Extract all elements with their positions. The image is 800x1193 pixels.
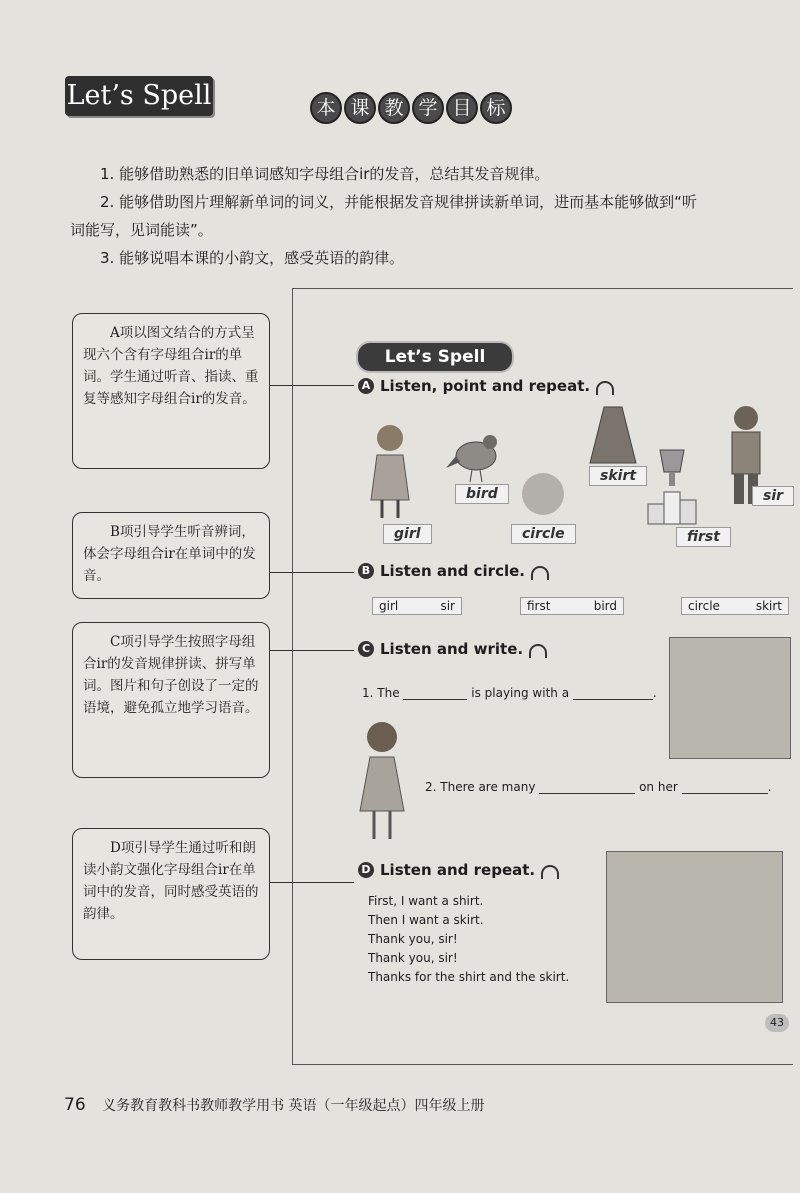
goal-title-char: 目 [446, 92, 478, 124]
textbook-page-number: 43 [765, 1014, 789, 1032]
goal-title-char: 标 [480, 92, 512, 124]
section-letter: A [358, 378, 374, 394]
connector-line [270, 572, 354, 573]
skirt-illustration [588, 403, 638, 467]
goal-item: 3. 能够说唱本课的小韵文，感受英语的韵律。 [100, 249, 405, 267]
book-title: 义务教育教科书教师教学用书 英语（一年级起点）四年级上册 [102, 1098, 485, 1114]
answer-blank[interactable] [403, 699, 467, 700]
answer-blank[interactable] [573, 699, 653, 700]
rhyme [368, 892, 569, 987]
sentence-text: 1. The [362, 686, 400, 700]
sentence-2 [425, 780, 771, 794]
headphone-icon [529, 644, 547, 658]
callout-d [72, 828, 270, 960]
callout-a [72, 313, 270, 469]
goal-title-char: 学 [412, 92, 444, 124]
girl-with-bird-photo [669, 637, 791, 759]
word-label: circle [511, 524, 576, 544]
section-letter: C [358, 641, 374, 657]
goal-item: 2. 能够借助图片理解新单词的词义，并能根据发音规律拼读新单词，进而基本能够做到“听词能写，见词能读”。 [70, 193, 697, 239]
circle-illustration [519, 470, 567, 518]
sentence-text: 2. There are many [425, 780, 536, 794]
headphone-icon [596, 381, 614, 395]
section-badge: Let’s Spell [65, 76, 213, 116]
sentence-1 [362, 686, 657, 700]
goals-list [70, 160, 710, 272]
bird-illustration [446, 428, 506, 484]
connector-line [270, 882, 354, 883]
goal-title [310, 92, 512, 124]
section-letter: D [358, 862, 374, 878]
callout-text: D项引导学生通过听和朗读小韵文强化字母组合ir在单词中的发音，同时感受英语的韵律。 [83, 840, 259, 922]
goal-item: 1. 能够借助熟悉的旧单词感知字母组合ir的发音，总结其发音规律。 [100, 165, 550, 183]
headphone-icon [541, 865, 559, 879]
girl-figure [352, 717, 412, 845]
sentence-text: is playing with a [471, 686, 570, 700]
word-pair [520, 597, 624, 615]
section-title: Listen and repeat. [380, 861, 536, 879]
connector-line [270, 385, 354, 386]
callout-c [72, 622, 270, 778]
rhyme-line: Thank you, sir! [368, 932, 458, 946]
connector-line [270, 650, 354, 651]
goal-title-char: 教 [378, 92, 410, 124]
sentence-text: on her [639, 780, 678, 794]
callout-text: C项引导学生按照字母组合ir的发音规律拼读、拼写单词。图片和句子创设了一定的语境，避免孤立地学习语音。 [83, 634, 259, 716]
word-option: sir [440, 599, 455, 613]
goal-title-char: 本 [310, 92, 342, 124]
word-pair [372, 597, 462, 615]
section-a-heading [358, 377, 614, 395]
trophy-illustration [646, 448, 698, 526]
sentence-text: . [767, 780, 772, 794]
answer-blank[interactable] [539, 793, 635, 794]
page-number: 76 [64, 1095, 86, 1115]
section-b-heading [358, 562, 549, 580]
word-label: sir [752, 486, 794, 506]
word-option: first [527, 599, 551, 613]
rhyme-line: Then I want a skirt. [368, 913, 484, 927]
page-footer [64, 1095, 485, 1115]
textbook-badge: Let’s Spell [356, 341, 514, 373]
section-title: Listen, point and repeat. [380, 377, 591, 395]
goal-title-char: 课 [344, 92, 376, 124]
sentence-text: . [652, 686, 657, 700]
word-option: girl [379, 599, 399, 613]
word-label: first [676, 527, 731, 547]
section-title: Listen and write. [380, 640, 524, 658]
section-title: Listen and circle. [380, 562, 525, 580]
section-letter: B [358, 563, 374, 579]
shop-photo [606, 851, 783, 1003]
word-option: circle [688, 599, 720, 613]
answer-blank[interactable] [682, 793, 768, 794]
rhyme-line: Thanks for the shirt and the skirt. [368, 970, 570, 984]
callout-text: A项以图文结合的方式呈现六个含有字母组合ir的单词。学生通过听音、指读、重复等感知字母组合ir的发音。 [83, 325, 259, 407]
rhyme-line: First, I want a shirt. [368, 894, 484, 908]
word-pair [681, 597, 789, 615]
callout-text: B项引导学生听音辨词，体会字母组合ir在单词中的发音。 [83, 524, 256, 584]
word-label: bird [455, 484, 509, 504]
word-option: bird [593, 599, 617, 613]
section-c-heading [358, 640, 547, 658]
section-d-heading [358, 861, 559, 879]
headphone-icon [531, 566, 549, 580]
word-label: skirt [589, 466, 647, 486]
word-label: girl [383, 524, 432, 544]
word-option: skirt [755, 599, 782, 613]
girl-illustration [365, 420, 415, 520]
callout-b [72, 512, 270, 599]
rhyme-line: Thank you, sir! [368, 951, 458, 965]
